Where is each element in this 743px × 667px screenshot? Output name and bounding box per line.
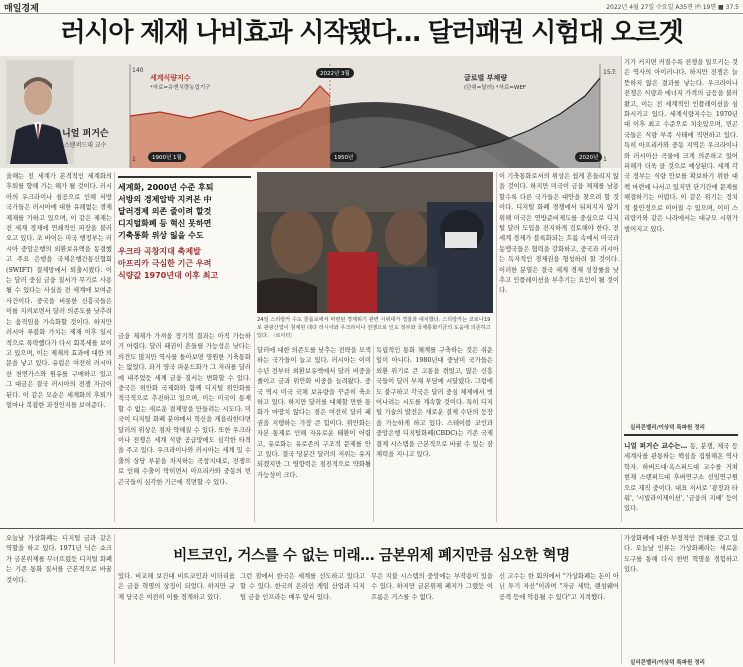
author-name: 니얼 퍼거슨	[62, 129, 109, 139]
article-byline: 실리콘밸리/이상덕 특파원 정리	[630, 425, 705, 431]
main-headline: 러시아 제재 나비효과 시작됐다… 달러패권 시험대 오르겟	[60, 18, 683, 48]
subhead-line: 디지털화폐 등 혁신 못하면	[118, 219, 212, 228]
news-photo	[257, 172, 493, 313]
column-rule	[254, 332, 255, 522]
food-index-label: 세계식량지수	[150, 74, 191, 82]
section-separator	[0, 528, 743, 529]
photo-caption: 24일 스리랑카 수도 콜롬보에서 마련된 경제위기 관련 시위대가 경찰과 대치했다. 스리랑카는 코로나19로 관광산업이 침체된 데다 러시아와 우크라이나 전쟁으로 인도 정부와 국제통화기금의 도움에 의존하고 있다. 〔로이터〕	[257, 317, 491, 339]
column-rule	[373, 346, 374, 522]
bio-text: 동, 분쟁, 제국 등 세계사를 관통하는 핵심을 집필해온 역사학자. 하버드대·옥스퍼드대 교수를 거쳐 현재 스탠퍼드대 후버연구소 선임연구원으로 재직 중이다. 대표 저서로 '광장과 타워', '시빌라이제이션', '금융의 지배' 등이 있다.	[624, 443, 738, 513]
masthead	[0, 0, 743, 14]
tick-right-bottom: 1	[603, 156, 607, 163]
issue-info: 2022년 4월 27일 수요일 A35면 ㈜ 19면 ■ 37.5	[606, 4, 739, 11]
subhead-line: 세계화, 2000년 수준 후퇴	[118, 183, 214, 192]
tick-left-top: 140	[132, 67, 144, 74]
column-rule	[114, 534, 115, 664]
second-headline: 비트코인, 거스를 수 없는 미래… 금본위제 폐지만큼 심오한 혁명	[173, 548, 570, 564]
article-col-3: 달러에 대한 의존도를 낮추는 전략을 모색하는 국가들이 늘고 있다. 러시아는 이미 수년 전부터 외환보유액에서 달러 비중을 줄이고 금과 위안화 비중을 늘려왔다. 중국 역시 미국 국채 보유량을 꾸준히 축소하고 있다. 하지만 달러를 대체할 만한 통화가 마땅치 않다는 점은 여전히 달러 패권을 지탱하는 가장 큰 힘이다. 위안화는 자본 통제로 인해 자유로운 태환이 어렵고, 유로화는 유로존의 구조적 문제를 안고 있다. 결국 당분간 달러의 지위는 유지되겠지만 그 영향력은 점진적으로 약화될 가능성이 크다.	[257, 347, 371, 479]
article2-col-6: 가상화폐에 대한 부정적인 견해를 갖고 있다. 오늘날 인류는 가상화폐라는 새로운 도구를 통해 다시 한번 혁명을 경험하고 있다.	[624, 535, 738, 574]
subhead-line: 서방의 경제압박 지켜본 中	[118, 195, 212, 204]
subhead-red-line: 식량값 1970년대 이후 최고	[118, 271, 219, 280]
article-col-1: 올해는 전 세계가 본격적인 세계화의 후퇴를 향해 가는 해가 될 것이다. 러시아의 우크라이나 침공으로 인해 서방 국가들은 러시아에 대한 유례없는 경제 제재를 가하고 있으며, 이 같은 제재는 전 세계 경제에 연쇄적인 파장을 불러오고 있다. 조 바이든 미국 행정부는 러시아 중앙은행의 외환보유액을 동결했고 주요 은행을 국제은행간통신협회(SWIFT) 결제망에서 퇴출시켰다. 이는 달러 중심 금융 질서가 무기로 사용될 수 있다는 사실을 전 세계에 보여준 사건이다. 중국을 비롯한 신흥국들은 이를 지켜보면서 달러 의존도를 낮추려는 움직임을 가속화할 것이다. 하지만 러시아 루블화 가치는 제재 이후 일시적으로 폭락했다가 다시 회복세를 보이고 있으며, 이는 제재의 효과에 대한 의문을 낳고 있다. 유럽은 여전히 러시아산 천연가스와 원유를 구매하고 있고 그 대금은 결국 러시아의 전쟁 자금이 된다. 이 같은 모순은 세계화의 후퇴가 얼마나 복잡한 과정인지를 보여준다.	[6, 173, 112, 409]
column-rule	[621, 56, 622, 522]
bio-name: 니얼 퍼거슨 교수는…	[624, 442, 688, 450]
article2-col-2: 있다. 비교해 보건대 비트코인과 이더리움은 금융 혁명의 상징이 되었다. 하지만 규제 당국은 여전히 이를 경계하고 있다.	[118, 573, 235, 601]
article-col-5: 이 기축통화로서의 위상은 쉽게 흔들리지 않을 것이다. 하지만 미국이 금융 제재를 남용할수록 다른 국가들은 대안을 찾으려 할 것이다. 디지털 화폐 경쟁에서 뒤처지지 않기 위해 미국은 연방준비제도를 중심으로 디지털 달러 도입을 진지하게 검토해야 한다. 전 세계 경제가 블록화되는 흐름 속에서 미국과 동맹국들은 협력을 강화하고, 중국과 러시아는 독자적인 경제권을 형성하려 할 것이다. 이러한 분열은 결국 세계 경제 성장률을 낮추고 인플레이션을 부추기는 요인이 될 것이다.	[499, 173, 619, 295]
author-role: 스탠퍼드대 교수	[64, 142, 107, 149]
subhead-red-line: 우크라 곡창지대 축제발	[118, 247, 201, 256]
tick-right-top: 15조	[603, 69, 617, 76]
article2-col-1: 오늘날 가상화폐는 디지털 금과 같은 역할을 하고 있다. 1971년 닉슨 쇼크가 금본위제를 무너뜨렸듯 디지털 화폐는 기존 통화 질서를 근본적으로 바꿀 것이다.	[6, 535, 112, 584]
column-rule	[496, 172, 497, 522]
article2-col-3: 그런 점에서 한국은 세계를 선도하고 있다고 할 수 있다. 한국의 온라인 게임 산업과 디지털 금융 인프라는 매우 앞서 있다.	[240, 573, 365, 601]
article-col-2: 금융 제재가 가져올 장기적 결과는 아직 가늠하기 어렵다. 달러 패권이 흔들릴 가능성은 낮다는 의견도 많지만 역사를 돌아보면 영원한 기축통화는 없었다. 과거 영국 파운드화가 그 자리를 달러에 내주었듯 세계 금융 질서는 변화할 수 있다. 중국은 위안화 국제화와 함께 디지털 위안화를 적극적으로 추진하고 있으며, 이는 미국이 통제할 수 없는 새로운 결제망을 만들려는 시도다. 미국이 디지털 화폐 분야에서 혁신을 게을리한다면 달러의 위상은 점차 약해질 수 있다. 또한 우크라이나 전쟁은 세계 식량 공급망에도 심각한 타격을 주고 있다. 우크라이나와 러시아는 세계 밀 수출의 상당 부분을 차지하는 곡창지대로, 전쟁으로 인해 수출이 막히면서 아프리카와 중동의 빈곤국들이 심각한 기근에 직면할 수 있다.	[118, 333, 251, 486]
article2-col-4: 무은 지불 시스템의 중앙에는 부작용이 있을 수 있다. 하지만 금본위제 폐지가 그랬듯 이 흐름은 거스를 수 없다.	[371, 573, 493, 601]
year-pill-a: 1900년 1월	[148, 152, 186, 162]
year-pill-c: 1950년	[330, 152, 357, 162]
author-block	[6, 60, 124, 164]
debt-label: 글로벌 부채량	[464, 74, 508, 82]
tick-left-bottom: 1	[132, 156, 136, 163]
debt-source: (단위=달러) *자료=WEF	[464, 85, 526, 91]
year-pill-b: 2022년 3월	[316, 68, 354, 78]
food-index-source: *자료=유엔식량농업기구	[150, 85, 211, 91]
article2-byline: 실리콘밸리/이상덕 특파원 정리	[630, 660, 705, 666]
subhead-line: 기축통화 위상 잃을 수도	[118, 231, 204, 240]
protest-photo-icon	[257, 172, 493, 313]
article2-col-5: 신 고수는 한 회의에서 "가상화폐는 돈이 아닌 투기 자산"이라며 "자금 세탁, 랜섬웨어 공격 등에 악용될 수 있다"고 지적했다.	[499, 573, 619, 601]
author-bio	[624, 434, 738, 526]
subhead-red-line: 아프리카 극심한 기근 우려	[118, 259, 212, 268]
column-rule	[114, 172, 115, 522]
article-col-4: 독립적인 통화 체계를 구축하는 것은 쉬운 일이 아니다. 1980년대 중남미 국가들은 외환 위기로 큰 고통을 겪었고, 많은 신흥국들이 달러 부채 부담에 시달렸다. 그럼에도 불구하고 각국은 달러 중심 체제에서 벗어나려는 시도를 계속할 것이다. 특히 디지털 기술의 발전은 새로운 결제 수단의 등장을 가능하게 하고 있다. 스테이블 코인과 중앙은행 디지털화폐(CBDC)는 기존 국제 결제 시스템을 근본적으로 바꿀 수 있는 잠재력을 지니고 있다.	[376, 347, 493, 459]
subhead-line: 달러경제 의존 줄이려 할것	[118, 207, 212, 216]
article-col-6: 기가 커지면 커질수록 전쟁을 일으키는 것은 역사의 아이러니다. 하지만 전쟁은 늘 뜻하지 않은 결과를 낳는다. 우크라이나 전쟁은 식량과 에너지 가격의 급등을 불러왔고, 이는 전 세계적인 인플레이션을 심화시키고 있다. 세계식량지수는 1970년대 이후 최고 수준으로 치솟았으며, 빈곤국들은 식량 부족 사태에 직면하고 있다. 특히 아프리카와 중동 지역은 우크라이나와 러시아산 곡물에 크게 의존하고 있어 피해가 더욱 클 것으로 예상된다. 세계 각국 정부는 식량 안보를 확보하기 위한 대책 마련에 나서고 있지만 단기간에 문제를 해결하기는 어렵다. 이 같은 위기는 정치적 불안정으로 이어질 수 있으며, 이미 스리랑카와 같은 나라에서는 대규모 시위가 벌어지고 있다.	[624, 59, 738, 233]
year-pill-d: 2020년	[575, 152, 602, 162]
subhead-block	[118, 176, 251, 324]
column-rule	[621, 534, 622, 664]
newspaper-brand: 매일경제	[4, 4, 39, 14]
